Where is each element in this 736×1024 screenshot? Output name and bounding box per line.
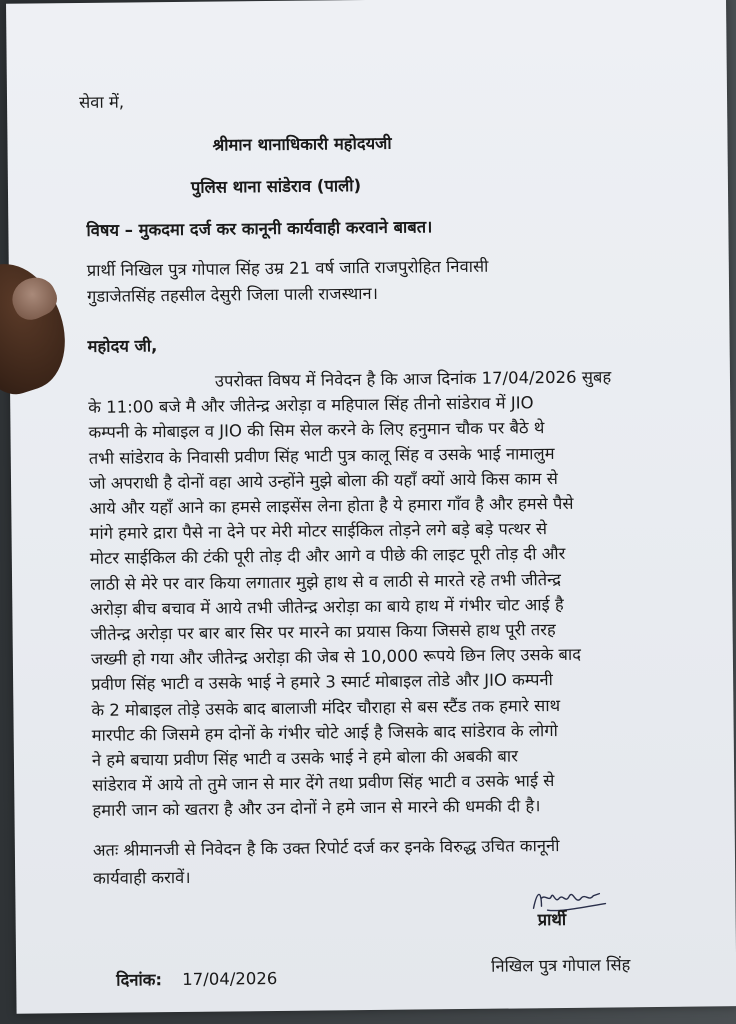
body-line: जो अपराधी है दोनों वहा आये उन्होंने मुझे बोला की यहाँ क्यों आये किस काम से	[88, 468, 558, 493]
greeting: महोदय जी,	[87, 336, 158, 356]
body-line: कम्पनी के मोबाइल व JIO की सिम सेल करने के लिए हनुमान चौक पर बैठे थे	[88, 418, 545, 443]
request-line-2: कार्यवाही करावें।	[93, 867, 191, 888]
body-line: लाठी से मेरे पर वार किया लगातार मुझे हाथ से व लाठी से मारते रहे तभी जीतेन्द्र	[90, 569, 562, 594]
applicant-line-2: गुडाजेतसिंह तहसील देसुरी जिला पाली राजस्थान।	[86, 283, 379, 306]
body-line: अरोड़ा बीच बचाव में आये तभी जीतेन्द्र अरोड़ा का बाये हाथ में गंभीर चोट आई है	[90, 594, 564, 619]
complaint-letter	[6, 0, 736, 1014]
addressee-line-1: श्रीमान थानाधिकारी महोदयजी	[212, 133, 392, 155]
salutation-to: सेवा में,	[78, 92, 125, 113]
body-line: सांडेराव में आये तो तुमे जान से मार देंगे तथा प्रवीण सिंह भाटी व उसके भाई से	[92, 771, 555, 796]
body-line: के 2 मोबाइल तोड़े उसके बाद बालाजी मंदिर चौराहा से बस स्टैंड तक हमारे साथ	[91, 695, 561, 720]
body-line: के 11:00 बजे मै और जीतेन्द्र अरोड़ा व महिपाल सिंह तीनो सांडेराव में JIO	[88, 393, 534, 418]
body-line: तभी सांडेराव के निवासी प्रवीण सिंह भाटी पुत्र कालू सिंह व उसके भाई नामालुम	[88, 443, 555, 468]
body-line: उपरोक्त विषय में निवेदन है कि आज दिनांक 17/04/2026 सुबह	[214, 367, 612, 391]
applicant-label: प्रार्थी	[537, 909, 567, 930]
body-line: हमारी जान को खतरा है और उन दोनों ने हमे जान से मारने की धमकी दी है।	[92, 796, 541, 821]
request-line-1: अतः श्रीमानजी से निवेदन है कि उक्त रिपोर्ट दर्ज कर इनके विरुद्ध उचित कानूनी	[92, 836, 560, 860]
date-value: 17/04/2026	[182, 968, 278, 989]
body-line: मांगे हमारे द्रारा पैसे ना देने पर मेरी मोटर साईकिल तोड़ने लगे बड़े बड़े पत्थर से	[89, 519, 548, 544]
body-line: आये और यहाँ आने का हमसे लाइसेंस लेना होता है ये हमारा गाँव है और हमसे पैसे	[89, 493, 574, 518]
applicant-name: निखिल पुत्र गोपाल सिंह	[491, 955, 631, 976]
body-line: ने हमे बचाया प्रवीण सिंह भाटी व उसके भाई ने हमे बोला की अबकी बार	[91, 746, 518, 770]
body-line: जख्मी हो गया और जीतेन्द्र अरोड़ा की जेब से 10,000 रूपये छिन लिए उसके बाद	[90, 644, 582, 670]
body-line: मारपीट की जिसमे हम दोनों के गंभीर चोटे आई है जिसके बाद सांडेराव के लोगो	[91, 720, 558, 745]
body-line: जीतेन्द्र अरोड़ा पर बार बार सिर पर मारने का प्रयास किया जिससे हाथ पूरी तरह	[90, 620, 556, 644]
date-label: दिनांक:	[116, 970, 163, 990]
subject-line: विषय – मुकदमा दर्ज कर कानूनी कार्यवाही करवाने बाबत।	[86, 217, 433, 240]
addressee-line-2: पुलिस थाना सांडेराव (पाली)	[190, 176, 362, 197]
body-line: प्रवीण सिंह भाटी व उसके भाई ने हमारे 3 स्मार्ट मोबाइल तोडे और JIO कम्पनी	[91, 670, 553, 695]
applicant-line-1: प्रार्थी निखिल पुत्र गोपाल सिंह उम्र 21 वर्ष जाति राजपुरोहित निवासी	[86, 256, 489, 280]
body-line: मोटर साईकिल की टंकी पूरी तोड़ दी और आगे व पीछे की लाइट पूरी तोड़ दी और	[89, 544, 566, 569]
